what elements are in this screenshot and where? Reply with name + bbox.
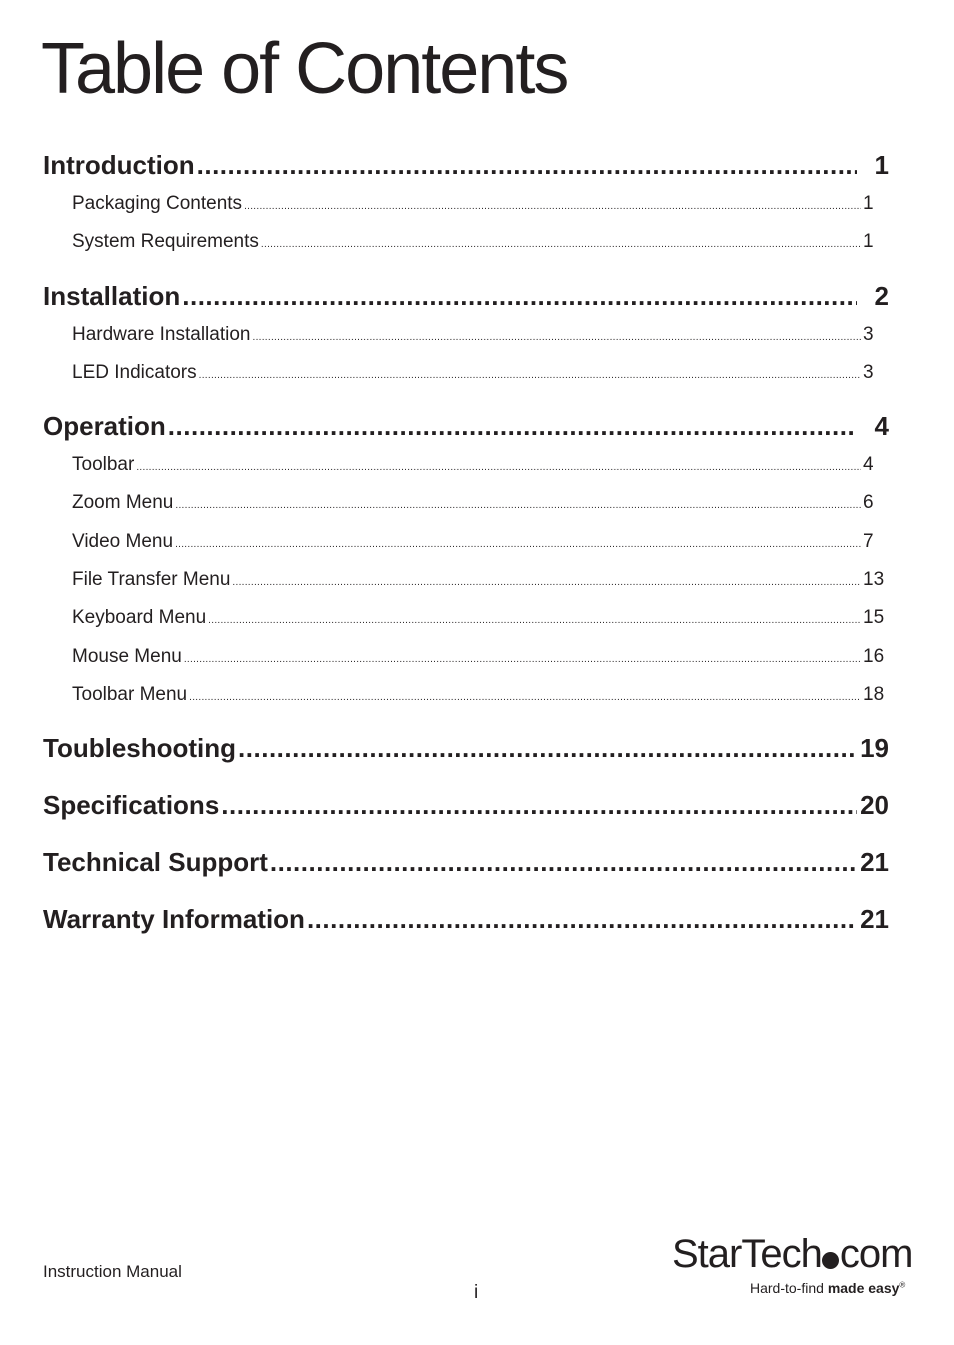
logo-tagline-bold: made easy (827, 1280, 900, 1296)
toc-entry-toubleshooting[interactable] (43, 728, 889, 768)
startech-logo (672, 1232, 912, 1304)
toc-entry-label: Technical Support (43, 847, 268, 878)
toc-subentry-label: Keyboard Menu (72, 607, 207, 629)
toc-entry-page: 19 (860, 733, 889, 764)
table-of-contents (43, 145, 889, 939)
toc-subentry-label: System Requirements (72, 231, 259, 253)
toc-entry-label: Warranty Information (43, 904, 305, 935)
toc-subentry-packaging-contents[interactable] (43, 185, 889, 223)
page-title: Table of Contents (41, 29, 568, 109)
toc-subentry-led-indicators[interactable] (43, 354, 889, 392)
toc-entry-label: Operation (43, 411, 166, 442)
toc-entry-installation[interactable] (43, 276, 889, 316)
toc-subentry-label: Zoom Menu (72, 492, 174, 514)
dot-leader (182, 276, 857, 316)
dot-leader (221, 785, 857, 825)
dot-leader (244, 188, 861, 226)
toc-entry-technical-support[interactable] (43, 842, 889, 882)
toc-subentry-system-requirements[interactable] (43, 223, 889, 261)
toc-subentry-page: 7 (863, 530, 874, 552)
toc-entry-label: Introduction (43, 150, 195, 180)
toc-subentry-label: Toolbar (72, 454, 135, 476)
footer-document-type: Instruction Manual (43, 1262, 182, 1281)
dot-leader (270, 842, 857, 882)
toc-subentry-hardware-installation[interactable] (43, 316, 889, 354)
dot-leader (189, 679, 861, 717)
toc-subentry-page: 4 (863, 454, 874, 476)
logo-brand-main: StarTech (672, 1232, 822, 1276)
dot-leader (175, 487, 861, 525)
toc-subentry-label: Hardware Installation (72, 323, 251, 345)
toc-subentry-label: Toolbar Menu (72, 683, 188, 705)
logo-wordmark (672, 1232, 912, 1276)
logo-tagline-mark: ® (899, 1280, 906, 1290)
toc-subentry-label: LED Indicators (72, 361, 197, 383)
toc-entry-specifications[interactable] (43, 785, 889, 825)
logo-tagline-regular: Hard-to-find (750, 1280, 828, 1296)
toc-subentry-page: 6 (863, 492, 874, 514)
toc-subentry-page: 3 (863, 323, 874, 345)
dot-leader (252, 319, 861, 357)
toc-subentry-keyboard-menu[interactable] (43, 599, 889, 637)
toc-subentry-zoom-menu[interactable] (43, 484, 889, 522)
footer-page-number: i (474, 1282, 479, 1303)
dot-leader (136, 449, 861, 487)
toc-subentry-label: Packaging Contents (72, 193, 243, 214)
toc-entry-page: 21 (860, 904, 889, 935)
toc-entry-label: Installation (43, 280, 181, 311)
dot-leader (238, 728, 857, 768)
toc-entry-warranty-information[interactable] (43, 899, 889, 939)
toc-entry-operation[interactable] (43, 406, 889, 446)
toc-subentry-label: Mouse Menu (72, 645, 182, 667)
dot-leader (199, 357, 861, 395)
toc-subentry-toolbar[interactable] (43, 446, 889, 484)
toc-subentry-page: 1 (863, 193, 874, 214)
toc-entry-label: Toubleshooting (43, 733, 237, 764)
dot-leader (261, 226, 861, 264)
toc-subentry-toolbar-menu[interactable] (43, 676, 889, 714)
toc-entry-page: 2 (874, 280, 889, 311)
dot-leader (184, 641, 861, 679)
toc-entry-page: 4 (874, 411, 889, 442)
toc-entry-label: Specifications (43, 790, 220, 821)
toc-subentry-label: File Transfer Menu (72, 569, 231, 591)
logo-tagline (750, 1280, 905, 1296)
toc-subentry-file-transfer-menu[interactable] (43, 561, 889, 599)
toc-subentry-page: 15 (863, 607, 885, 629)
dot-leader (197, 145, 857, 185)
dot-leader (175, 526, 861, 564)
toc-entry-page: 1 (874, 150, 889, 180)
logo-dot-icon (822, 1252, 839, 1269)
dot-leader (208, 602, 861, 640)
toc-subentry-page: 13 (863, 569, 885, 591)
toc-subentry-page: 18 (863, 683, 885, 705)
toc-entry-page: 21 (860, 847, 889, 878)
dot-leader (307, 899, 857, 939)
toc-entry-introduction[interactable] (43, 145, 889, 185)
toc-subentry-label: Video Menu (72, 530, 174, 552)
toc-subentry-page: 16 (863, 645, 885, 667)
toc-subentry-video-menu[interactable] (43, 523, 889, 561)
logo-brand-tld: com (839, 1232, 913, 1276)
dot-leader (232, 564, 861, 602)
toc-subentry-mouse-menu[interactable] (43, 638, 889, 676)
dot-leader (168, 406, 857, 446)
toc-subentry-page: 1 (863, 231, 874, 253)
toc-entry-page: 20 (860, 790, 889, 821)
toc-subentry-page: 3 (863, 361, 874, 383)
